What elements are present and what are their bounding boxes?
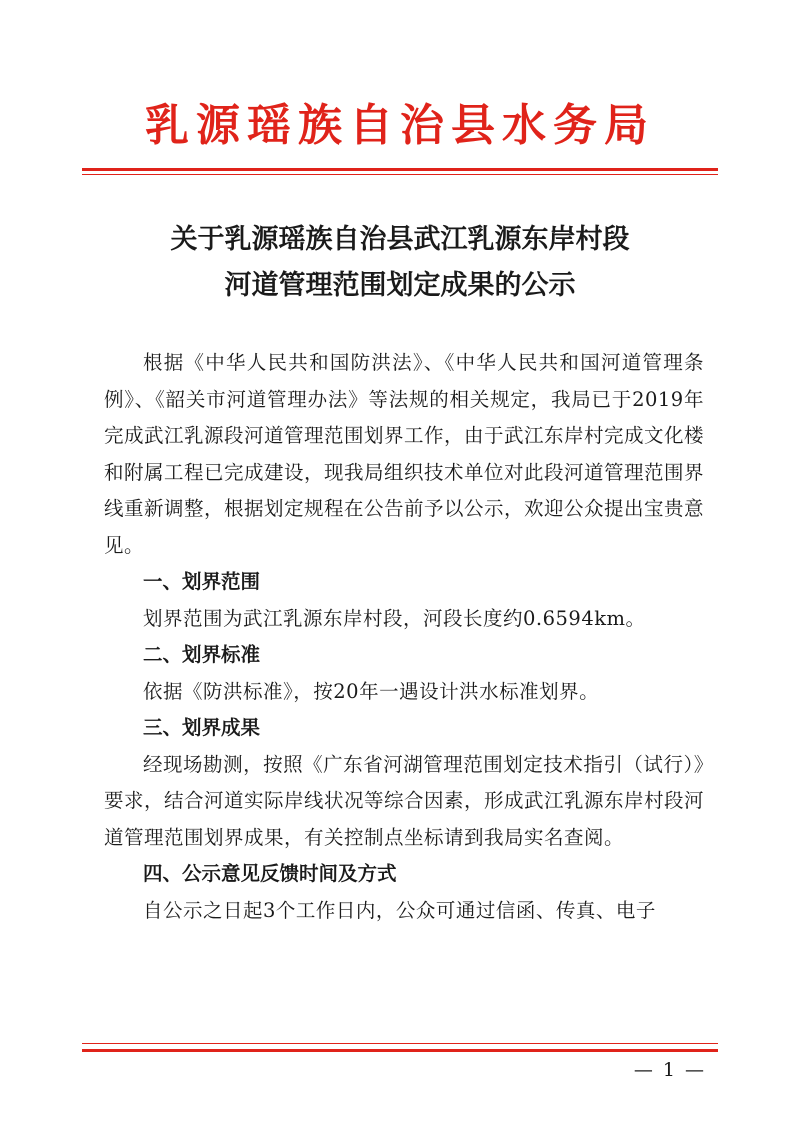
section-paragraph-3: 经现场勘测，按照《广东省河湖管理范围划定技术指引（试行）》要求，结合河道实际岸线状况等综合因素，形成武江乳源东岸村段河道管理范围划界成果，有关控制点坐标请到我局实名查阅。 <box>104 752 705 849</box>
section-paragraph-1: 划界范围为武江乳源东岸村段，河段长度约0.6594km。 <box>143 606 646 630</box>
intro-paragraph: 根据《中华人民共和国防洪法》、《中华人民共和国河道管理条例》、《韶关市河道管理办法》等法规的相关规定，我局已于2019年完成武江乳源段河道管理范围划界工作，由于武江东岸村完成文化楼和附属工程已完成建设，现我局组织技术单位对此段河道管理范围界线重新调整，根据划定规程在公告前予以公示，欢迎公众提出宝贵意见。 <box>104 351 705 557</box>
section-heading-3: 三、划界成果 <box>143 716 261 739</box>
header-rule-thick <box>82 168 718 171</box>
agency-header: 乳源瑶族自治县水务局 <box>145 100 655 151</box>
doc-title-line2: 河道管理范围划定成果的公示 <box>224 270 576 301</box>
page-number: — 1 — <box>633 1059 706 1081</box>
footer-rule-thick <box>82 1049 718 1052</box>
doc-title-line1: 关于乳源瑶族自治县武江乳源东岸村段 <box>170 224 630 255</box>
section-heading-1: 一、划界范围 <box>143 570 261 593</box>
doc-body <box>104 345 704 929</box>
section-paragraph-4: 自公示之日起3个工作日内，公众可通过信函、传真、电子 <box>143 898 656 922</box>
section-heading-4: 四、公示意见反馈时间及方式 <box>143 862 397 885</box>
footer-rule-thin <box>82 1043 718 1044</box>
section-paragraph-2: 依据《防洪标准》，按20年一遇设计洪水标准划界。 <box>143 679 600 703</box>
header-rule-thin <box>82 174 718 175</box>
section-heading-2: 二、划界标准 <box>143 643 261 666</box>
